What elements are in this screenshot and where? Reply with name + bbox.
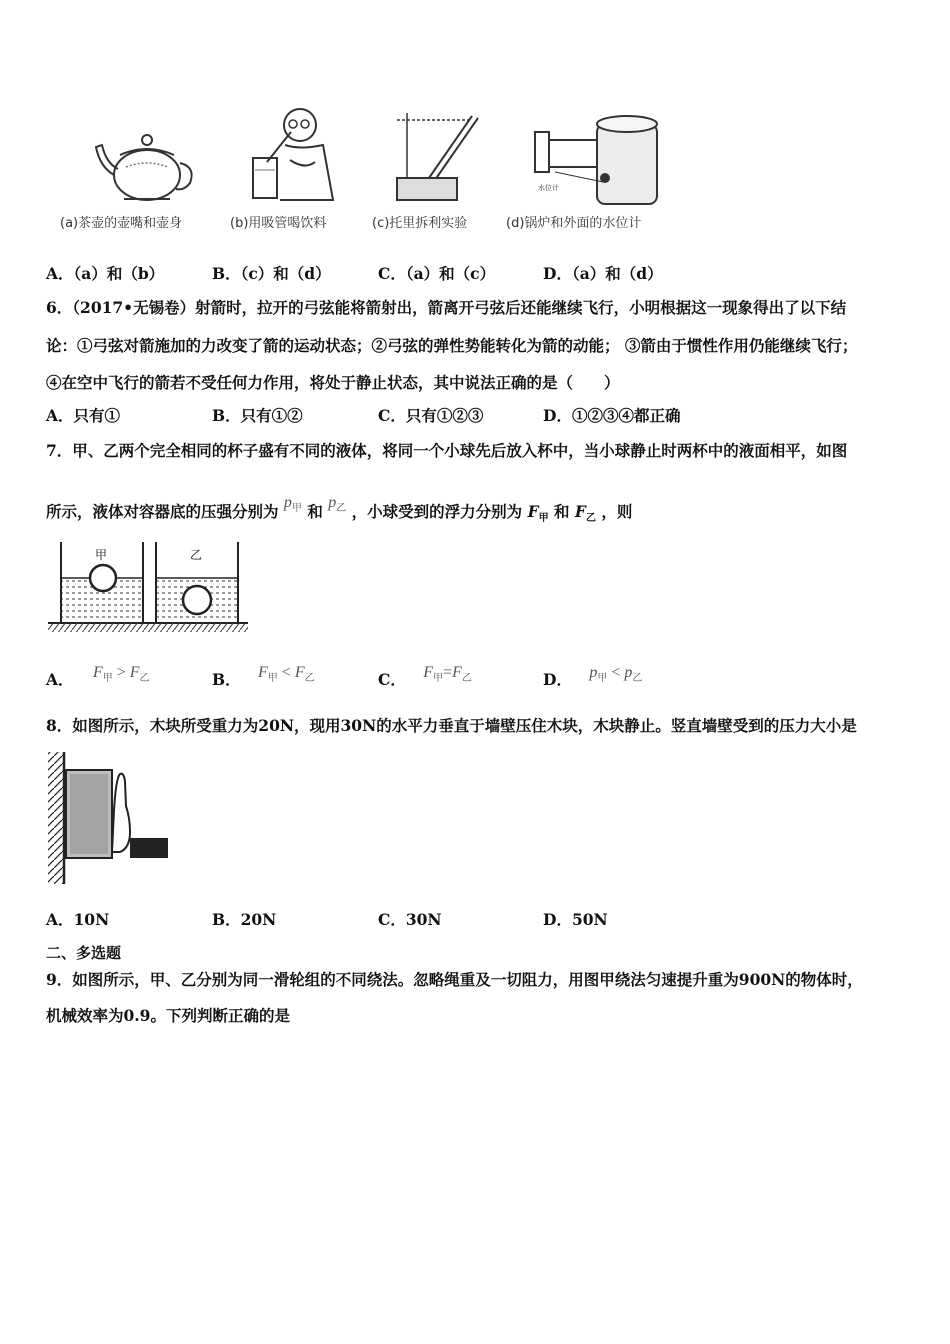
p-yi-symbol: $p_乙$	[328, 494, 347, 515]
f-yi-symbol: $F_乙$	[574, 502, 596, 525]
q8-option-d: D．50N	[543, 910, 608, 929]
q7-option-a: A． $F_甲 > F_乙$	[46, 664, 150, 689]
q8-option-c: C．30N	[378, 910, 442, 929]
q7-line-2	[46, 494, 633, 525]
q6-option-a: A．只有①	[46, 406, 121, 425]
gauge-label: 水位计	[538, 184, 559, 192]
q7-option-d: D． $p_甲 < p_乙$	[543, 664, 643, 689]
q7-text-e: ，则	[601, 502, 633, 521]
p-jia-symbol: $p_甲$	[283, 494, 302, 515]
drinking-straw-illustration	[245, 100, 345, 205]
two-cups-illustration	[48, 542, 248, 634]
q7-text-a: 所示，液体对容器底的压强分别为	[46, 502, 279, 521]
wall-block-hand-illustration	[46, 748, 176, 888]
q7-text-c: ，小球受到的浮力分别为	[351, 502, 523, 521]
q6-line-2: 论：①弓弦对箭施加的力改变了箭的运动状态；②弓弦的弹性势能转化为箭的动能； ③箭由于惯性作用仍能继续飞行；	[46, 336, 858, 355]
cup-label-jia: 甲	[95, 548, 108, 562]
q9-line-2: 机械效率为0.9。下列判断正确的是	[46, 1006, 290, 1025]
q5-option-b: B．（c）和（d）	[212, 264, 331, 283]
q9-line-1: 9．如图所示，甲、乙分别为同一滑轮组的不同绕法。忽略绳重及一切阻力，用图甲绕法匀速提升重为900N的物体时，	[46, 970, 863, 989]
caption-a: (a)茶壶的壶嘴和壶身	[60, 216, 183, 231]
q8-line-1: 8．如图所示，木块所受重力为20N，现用30N的水平力垂直于墙壁压住木块，木块静止。竖直墙壁受到的压力大小是	[46, 716, 857, 735]
teapot-illustration	[92, 125, 202, 205]
q7-text-d: 和	[554, 502, 570, 521]
boiler-gauge-illustration	[525, 112, 665, 212]
q7-option-b: B． $F_甲 < F_乙$	[212, 664, 315, 689]
q7-text-b: 和	[307, 502, 323, 521]
q6-option-c: C．只有①②③	[378, 406, 484, 425]
q5-option-c: C．（a）和（c）	[378, 264, 496, 283]
q6-option-b: B．只有①②	[212, 406, 303, 425]
q8-option-b: B．20N	[212, 910, 277, 929]
q5-option-a: A．（a）和（b）	[46, 264, 165, 283]
q7-option-c: C． $F_甲=F_乙$	[378, 664, 472, 689]
caption-d: (d)锅炉和外面的水位计	[506, 216, 642, 231]
q6-option-d: D．①②③④都正确	[543, 406, 681, 425]
caption-b: (b)用吸管喝饮料	[230, 216, 327, 231]
q6-line-3: ④在空中飞行的箭若不受任何力作用，将处于静止状态，其中说法正确的是（ ）	[46, 373, 620, 392]
q6-line-1: 6．（2017•无锡卷）射箭时，拉开的弓弦能将箭射出，箭离开弓弦后还能继续飞行，小明根据这一现象得出了以下结	[46, 298, 847, 317]
caption-c: (c)托里拆利实验	[372, 216, 468, 231]
q8-option-a: A．10N	[46, 910, 110, 929]
torricelli-experiment-illustration	[392, 108, 492, 208]
f-jia-symbol: $F_甲$	[527, 502, 549, 525]
section-heading-multiple-choice: 二、多选题	[46, 944, 122, 962]
q5-option-d: D．（a）和（d）	[543, 264, 663, 283]
q7-line-1: 7．甲、乙两个完全相同的杯子盛有不同的液体，将同一个小球先后放入杯中，当小球静止时两杯中的液面相平，如图	[46, 441, 848, 460]
cup-label-yi: 乙	[190, 548, 203, 562]
